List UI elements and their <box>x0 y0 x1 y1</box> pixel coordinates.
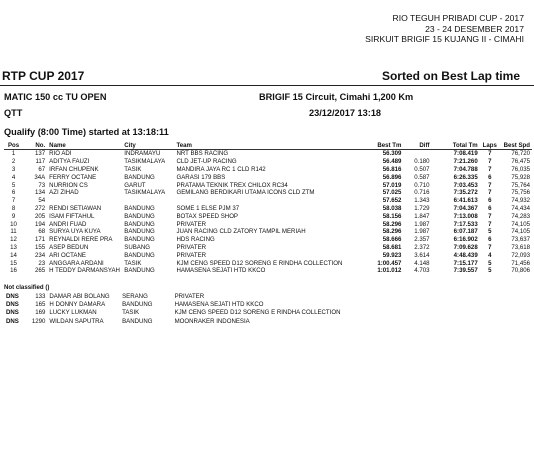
cell-no: 137 <box>35 150 46 158</box>
cell-pos: 11 <box>10 228 17 236</box>
table-row <box>4 244 532 252</box>
cell-name: ASEP BEDUN <box>49 243 89 251</box>
cell-total: 7:04.788 <box>453 165 478 173</box>
cell-city <box>122 197 174 205</box>
table-row <box>4 150 532 158</box>
cell-name: AZI ZIHAD <box>49 189 79 197</box>
cell-laps: 5 <box>488 259 492 267</box>
event-dates: 23 - 24 DESEMBER 2017 <box>425 23 524 34</box>
event-header <box>365 13 524 45</box>
empty-cell <box>403 317 431 325</box>
cell-laps: 6 <box>488 173 492 181</box>
cell-diff: 3.614 <box>414 251 430 259</box>
table-row <box>4 212 532 220</box>
cell-pos: 9 <box>11 212 16 220</box>
cell-team: HDS RACING <box>176 236 215 244</box>
cell-total: 7:21.260 <box>453 158 478 166</box>
cell-pos: 12 <box>10 236 17 244</box>
table-row <box>4 309 532 317</box>
cell-no: 205 <box>35 212 46 220</box>
cell-team: PRIVATER <box>174 292 205 300</box>
cell-diff: 2.357 <box>414 236 430 244</box>
cell-team: NRT BBS RACING <box>176 150 229 158</box>
cell-diff: 0.507 <box>414 165 430 173</box>
cell-no: 117 <box>35 158 46 166</box>
cell-city: SUBANG <box>124 243 151 251</box>
cell-laps: 7 <box>488 165 492 173</box>
cell-team: KJM CENG SPEED D12 SORENG E RINDHA COLLECTION <box>176 259 343 267</box>
cell-name: NURRION CS <box>49 181 88 189</box>
cell-name: LUCKY LUKMAN <box>49 309 97 317</box>
cell-no: 34A <box>34 173 46 181</box>
cell-diff: 2.372 <box>414 243 430 251</box>
circuit-name: BRIGIF 15 Circuit, Cimahi 1,200 Km <box>259 92 414 102</box>
empty-cell <box>500 317 532 325</box>
cell-team: MANDIRA JAYA RC 1 CLD R142 <box>176 165 266 173</box>
cell-diff: 1.343 <box>414 197 430 205</box>
qualify-info: Qualify (8:00 Time) started at 13:18:11 <box>4 127 169 137</box>
cell-diff: 0.180 <box>414 158 430 166</box>
col-diff: Diff <box>403 141 431 150</box>
cell-pos: 2 <box>11 158 16 166</box>
table-row <box>4 181 532 189</box>
cell-total: 7:39.557 <box>453 267 478 275</box>
cell-diff: 1.729 <box>414 204 430 212</box>
cell-diff: 4.703 <box>414 267 430 275</box>
cell-spd: 74,434 <box>511 204 530 212</box>
empty-cell <box>479 309 499 317</box>
cell-laps: 6 <box>488 236 492 244</box>
cell-pos: DNS <box>6 301 19 309</box>
cell-team: JUAN RACING CLD ZATORY TAMPIL MERIAH <box>176 228 306 236</box>
results-header-row <box>4 141 532 150</box>
cell-pos: 10 <box>10 220 17 228</box>
cell-best: 58.296 <box>382 228 402 236</box>
cell-name <box>47 197 122 205</box>
col-laps: Laps <box>480 141 500 150</box>
cell-city: INDRAMAYU <box>124 150 161 158</box>
empty-cell <box>359 292 402 300</box>
col-city: City <box>122 141 174 150</box>
cell-total: 7:08.419 <box>453 150 478 158</box>
cell-pos: DNS <box>6 317 19 325</box>
table-row <box>4 267 532 275</box>
table-row <box>4 166 532 174</box>
cell-no: 73 <box>38 181 46 189</box>
empty-cell <box>479 300 499 308</box>
cell-no: 1290 <box>31 317 46 325</box>
cell-spd: 76,720 <box>511 150 530 158</box>
cell-laps: 7 <box>488 212 492 220</box>
cell-total: 6:16.902 <box>453 236 478 244</box>
cell-name: FERRY OCTANE <box>49 173 97 181</box>
cell-name: ANGGARA ARDANI <box>49 259 104 267</box>
cell-no: 134 <box>35 189 46 197</box>
cell-total: 7:09.628 <box>453 243 478 251</box>
empty-cell <box>403 300 431 308</box>
cell-no: 272 <box>35 204 46 212</box>
cell-team: PRATAMA TEKNIK TREX CHILOX RC34 <box>176 181 288 189</box>
not-classified-label: Not classified () <box>4 284 50 291</box>
col-team: Team <box>174 141 360 150</box>
cell-best: 57.652 <box>382 197 402 205</box>
cell-spd: 73,618 <box>511 243 530 251</box>
cell-laps: 6 <box>488 204 492 212</box>
cell-best: 56.489 <box>382 158 402 166</box>
cell-best: 1:01.012 <box>377 267 402 275</box>
cell-pos: 3 <box>11 165 16 173</box>
empty-cell <box>431 300 479 308</box>
class-name: MATIC 150 cc TU OPEN <box>4 92 107 102</box>
cell-total: 7:35.272 <box>453 189 478 197</box>
cell-total: 6:26.335 <box>453 173 478 181</box>
cell-name: ISAM FIFTAHUL <box>49 212 95 220</box>
cell-pos: 16 <box>10 267 17 275</box>
cell-city: TASIK <box>124 259 142 267</box>
col-no: No. <box>23 141 47 150</box>
col-best: Best Tm <box>360 141 403 150</box>
cell-team: BOTAX SPEED SHOP <box>176 212 239 220</box>
empty-cell <box>359 317 402 325</box>
table-row <box>4 220 532 228</box>
empty-cell <box>431 292 479 300</box>
cell-diff: 0.710 <box>414 181 430 189</box>
cell-best: 58.666 <box>382 236 402 244</box>
table-row <box>4 292 532 300</box>
cell-spd: 76,035 <box>511 165 530 173</box>
cell-total: 4:48.439 <box>453 251 478 259</box>
table-row <box>4 197 532 205</box>
cell-name: IRFAN CHUPENK <box>49 165 99 173</box>
cell-city: BANDUNG <box>124 173 155 181</box>
table-row <box>4 205 532 213</box>
cell-best: 59.923 <box>382 251 402 259</box>
cell-pos: 15 <box>10 259 17 267</box>
cell-name: WILDAN SAPUTRA <box>49 317 104 325</box>
empty-cell <box>431 317 479 325</box>
cell-best: 58.681 <box>382 243 402 251</box>
cell-city: BANDUNG <box>124 204 155 212</box>
cell-total: 7:04.367 <box>453 204 478 212</box>
cell-team: SOME 1 ELSE PJM 37 <box>176 204 240 212</box>
cell-best: 58.296 <box>382 220 402 228</box>
cell-laps: 7 <box>488 158 492 166</box>
cell-spd: 75,756 <box>511 189 530 197</box>
cell-city: BANDUNG <box>124 212 155 220</box>
cell-no: 155 <box>35 243 46 251</box>
cell-name: REYNALDI RERE PRA <box>49 236 113 244</box>
cell-no: 165 <box>35 301 46 309</box>
cell-city: BANDUNG <box>124 228 155 236</box>
cell-name: ADITYA FAUZI <box>49 158 90 166</box>
cell-name: ARI OCTANE <box>49 251 86 259</box>
cell-laps: 6 <box>488 197 492 205</box>
empty-cell <box>403 292 431 300</box>
cell-team: MOONRAKER INDONESIA <box>174 317 250 325</box>
cell-no: 171 <box>35 236 46 244</box>
table-row <box>4 300 532 308</box>
cell-diff: 1.987 <box>414 220 430 228</box>
cell-team: PRIVATER <box>176 243 207 251</box>
cell-name: SURYA UYA KUYA <box>49 228 101 236</box>
title-bar <box>0 68 534 86</box>
empty-cell <box>500 309 532 317</box>
col-name: Name <box>47 141 122 150</box>
session-datetime: 23/12/2017 13:18 <box>309 108 382 118</box>
empty-cell <box>403 309 431 317</box>
table-row <box>4 317 532 325</box>
cell-pos: 6 <box>11 189 16 197</box>
cell-laps: 5 <box>488 267 492 275</box>
cell-laps: 7 <box>488 189 492 197</box>
event-title: RIO TEGUH PRIBADI CUP - 2017 <box>392 13 524 23</box>
cup-title: RTP CUP 2017 <box>2 69 85 83</box>
cell-name: DAMAR ABI BOLANG <box>49 292 110 300</box>
cell-spd: 73,637 <box>511 236 530 244</box>
cell-spd: 70,806 <box>511 267 530 275</box>
cell-team: HAMASENA SEJATI HTD KKCO <box>176 267 266 275</box>
cell-city: BANDUNG <box>124 220 155 228</box>
cell-pos: DNS <box>6 292 19 300</box>
cell-city: BANDUNG <box>124 267 155 275</box>
cell-laps: 7 <box>488 243 492 251</box>
cell-total: 7:13.008 <box>453 212 478 220</box>
cell-team: PRIVATER <box>176 220 207 228</box>
cell-diff: 0.587 <box>414 173 430 181</box>
cell-spd: 75,928 <box>511 173 530 181</box>
cell-best: 1:00.457 <box>377 259 402 267</box>
cell-team <box>174 197 360 205</box>
cell-city: BANDUNG <box>124 251 155 259</box>
cell-pos: 14 <box>10 251 17 259</box>
cell-no: 23 <box>38 259 46 267</box>
cell-pos: 4 <box>11 173 16 181</box>
cell-laps: 4 <box>488 251 492 259</box>
cell-city: TASIK <box>124 165 142 173</box>
cell-best: 57.019 <box>382 181 402 189</box>
session-name: QTT <box>4 108 23 118</box>
cell-no: 54 <box>38 197 46 205</box>
cell-no: 133 <box>35 292 46 300</box>
cell-name: RENDI SETIAWAN <box>49 204 102 212</box>
cell-total: 7:15.177 <box>453 259 478 267</box>
cell-name: ANDRI FUAD <box>49 220 87 228</box>
cell-no: 265 <box>35 267 46 275</box>
cell-spd: 76,475 <box>511 158 530 166</box>
cell-no: 67 <box>38 165 46 173</box>
cell-team: CLD JET-UP RACING <box>176 158 237 166</box>
table-row <box>4 189 532 197</box>
sort-label: Sorted on Best Lap time <box>381 69 520 83</box>
cell-best: 57.025 <box>382 189 402 197</box>
cell-best: 58.038 <box>382 204 402 212</box>
cell-total: 6:41.613 <box>453 197 478 205</box>
cell-city: BANDUNG <box>122 301 153 309</box>
not-classified-table <box>4 292 532 326</box>
cell-city: TASIKMALAYA <box>124 189 166 197</box>
cell-spd: 71,456 <box>511 259 530 267</box>
cell-pos: DNS <box>6 309 19 317</box>
cell-pos: 7 <box>11 197 16 205</box>
cell-city: BANDUNG <box>124 236 155 244</box>
cell-total: 6:07.187 <box>453 228 478 236</box>
empty-cell <box>500 300 532 308</box>
col-pos: Pos <box>4 141 23 150</box>
cell-spd: 74,105 <box>511 228 530 236</box>
cell-total: 7:03.453 <box>453 181 478 189</box>
cell-spd: 75,764 <box>511 181 530 189</box>
col-spd: Best Spd <box>500 141 532 150</box>
cell-city: TASIKMALAYA <box>124 158 166 166</box>
cell-no: 169 <box>35 309 46 317</box>
cell-team: PRIVATER <box>176 251 207 259</box>
results-table <box>4 141 532 275</box>
cell-laps: 7 <box>488 220 492 228</box>
cell-team: HAMASENA SEJATI HTD KKCO <box>174 301 264 309</box>
cell-laps: 7 <box>488 150 492 158</box>
table-row <box>4 158 532 166</box>
cell-best: 56.309 <box>382 150 402 158</box>
cell-pos: 8 <box>11 204 16 212</box>
table-row <box>4 251 532 259</box>
cell-best: 56.816 <box>382 165 402 173</box>
cell-no: 194 <box>35 220 46 228</box>
cell-team: GARASI 179 BBS <box>176 173 226 181</box>
cell-team: KJM CENG SPEED D12 SORENG E RINDHA COLLECTION <box>174 309 341 317</box>
cell-pos: 5 <box>11 181 16 189</box>
table-row <box>4 259 532 267</box>
empty-cell <box>479 292 499 300</box>
cell-spd: 74,283 <box>511 212 530 220</box>
cell-city: TASIK <box>122 309 140 317</box>
cell-best: 58.156 <box>382 212 402 220</box>
cell-pos: 13 <box>10 243 17 251</box>
empty-cell <box>500 292 532 300</box>
empty-cell <box>431 309 479 317</box>
cell-best: 56.896 <box>382 173 402 181</box>
cell-no: 68 <box>38 228 46 236</box>
cell-diff: 1.987 <box>414 228 430 236</box>
cell-laps: 5 <box>488 228 492 236</box>
cell-team: GEMILANG BERDIKARI UTAMA ICONS CLD ZTM <box>176 189 315 197</box>
cell-city: GARUT <box>124 181 146 189</box>
cell-diff: 1.847 <box>414 212 430 220</box>
cell-diff <box>403 150 431 158</box>
empty-cell <box>359 309 402 317</box>
cell-name: H TEDDY DARMANSYAH <box>49 267 120 275</box>
cell-spd: 74,932 <box>511 197 530 205</box>
empty-cell <box>479 317 499 325</box>
table-row <box>4 173 532 181</box>
col-total: Total Tm <box>432 141 480 150</box>
cell-name: RIO ADI <box>49 150 72 158</box>
empty-cell <box>359 300 402 308</box>
cell-city: BANDUNG <box>122 317 153 325</box>
cell-spd: 74,105 <box>511 220 530 228</box>
cell-no: 234 <box>35 251 46 259</box>
cell-name: H DONNY DAMARA <box>49 301 106 309</box>
cell-diff: 0.716 <box>414 189 430 197</box>
cell-city: SERANG <box>122 292 148 300</box>
table-row <box>4 236 532 244</box>
table-row <box>4 228 532 236</box>
cell-diff: 4.148 <box>414 259 430 267</box>
cell-pos: 1 <box>11 150 16 158</box>
cell-total: 7:17.533 <box>453 220 478 228</box>
event-venue: SIRKUIT BRIGIF 15 KUJANG II - CIMAHI <box>365 34 524 44</box>
cell-laps: 7 <box>488 181 492 189</box>
cell-spd: 72,093 <box>511 251 530 259</box>
